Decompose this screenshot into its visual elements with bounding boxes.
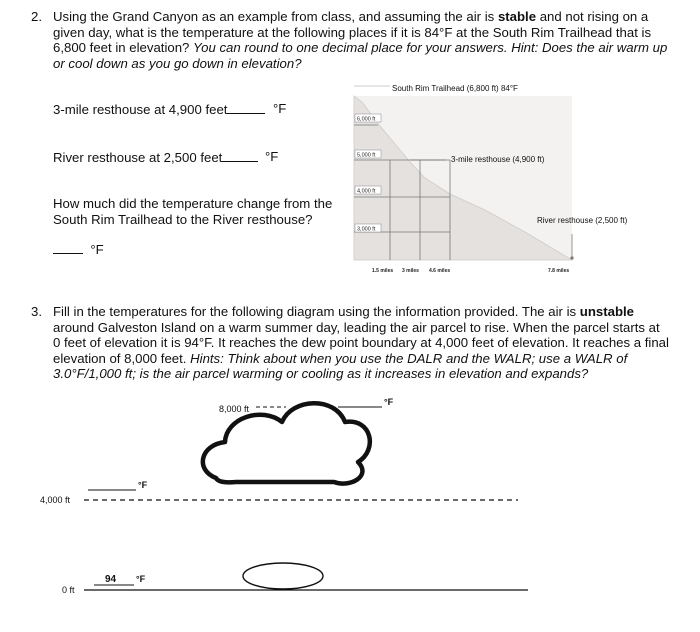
label-0: 0 ft (62, 585, 75, 595)
cloud-shape (203, 403, 370, 483)
question-3-text: Fill in the temperatures for the following diagram using the information provided. The air is unstable around Galveston Island on a warm summer day, leading the air parcel to rise. When the parcel starts at 0 feet of elevation it is 94°F. It reaches the dew point boundary at 4,000 feet of elevation. It reaches a final elevation of 8,000 feet. Hints: Think about when you use the DALR and the WALR; use a WALR of 3.0°F/1,000 ft; is the air parcel warming or cooling as it increases in elevation and expands? (53, 304, 669, 382)
unit-0: °F (136, 574, 146, 584)
air-parcel-ellipse (243, 563, 323, 589)
q2-unit-river: °F (265, 149, 279, 164)
start-temp-value: 94 (105, 574, 117, 585)
q2-resthouse-3mile: 3-mile resthouse at 4,900 feet (53, 101, 265, 117)
label-4000: 4,000 ft (40, 495, 71, 505)
label-8000: 8,000 ft (219, 404, 250, 414)
mile-label-4: 7.8 miles (548, 268, 570, 274)
q2-resthouse-river: River resthouse at 2,500 feet (53, 149, 258, 165)
q2-change-answer: °F (53, 241, 104, 257)
question-2 (31, 9, 691, 73)
mile-label-3: 4.6 miles (429, 268, 451, 274)
label-south-rim: South Rim Trailhead (6,800 ft) 84°F (392, 84, 518, 93)
q2-unit-3mile: °F (273, 101, 287, 116)
river-marker (570, 256, 573, 259)
stable-emphasis: stable (497, 9, 537, 24)
unstable-emphasis: unstable (579, 304, 635, 319)
answer-blank-river[interactable] (222, 149, 258, 162)
answer-blank-3mile[interactable] (227, 101, 265, 114)
label-river-resthouse: River resthouse (2,500 ft) (537, 216, 628, 225)
unit-8000: °F (384, 397, 394, 407)
mile-label-2: 3 miles (402, 268, 419, 274)
elev-label-4000: 4,000 ft (357, 188, 376, 195)
question-2-text: Using the Grand Canyon as an example from class, and assuming the air is stable and not rising on a given day, what is the temperature at the following places if it is 84°F at the South Rim Trailhead that is 6,800 feet in elevation? You can round to one decimal place for your answers. Hint: Does the air warm up or cool down as you go down in elevation? (53, 9, 668, 71)
label-3mile-resthouse: 3-mile resthouse (4,900 ft) (451, 155, 545, 164)
q2-change-question: How much did the temperature change from the South Rim Trailhead to the River resthouse? (53, 196, 333, 227)
unit-4000: °F (138, 480, 148, 490)
grand-canyon-diagram (350, 82, 670, 282)
elev-label-3000: 3,000 ft (357, 226, 376, 233)
air-parcel-diagram (0, 390, 700, 622)
answer-blank-change[interactable] (53, 241, 83, 254)
question-3-number: 3. (31, 304, 42, 319)
mile-label-1: 1.5 miles (372, 268, 394, 274)
question-3 (31, 304, 691, 384)
question-2-number: 2. (31, 9, 42, 24)
elev-label-5000: 5,000 ft (357, 152, 376, 159)
elev-label-6000: 6,000 ft (357, 116, 376, 123)
